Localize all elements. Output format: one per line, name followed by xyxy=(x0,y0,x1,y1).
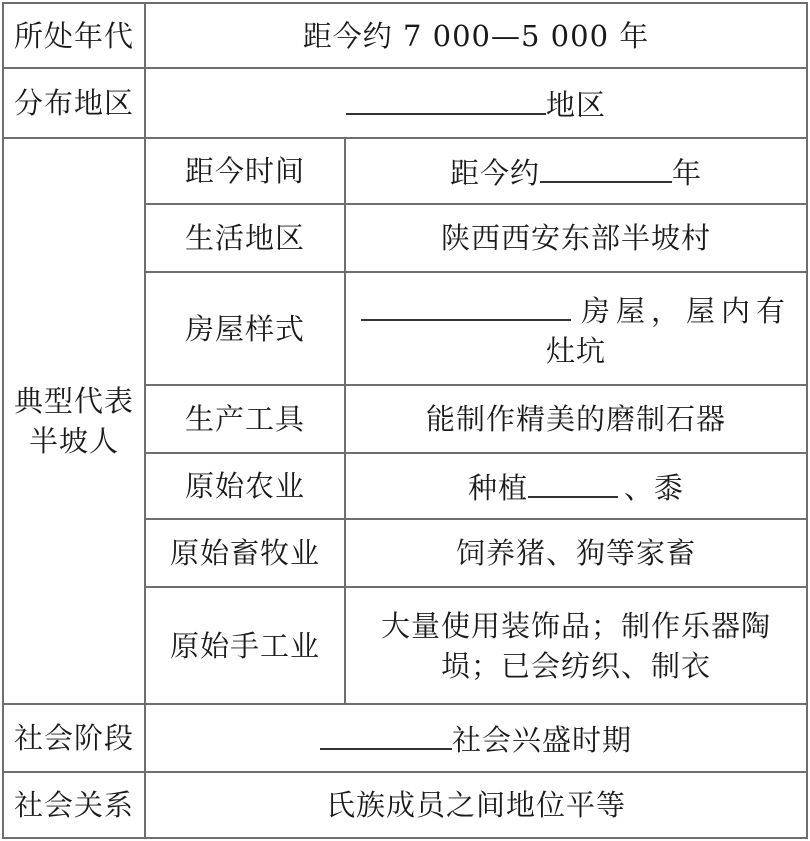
region-label: 分布地区 xyxy=(3,68,145,138)
stage-cell xyxy=(145,704,807,772)
tools-value: 能制作精美的磨制石器 xyxy=(345,385,807,453)
time-cell xyxy=(345,138,807,204)
time-answer-blank[interactable] xyxy=(540,149,672,183)
agriculture-prefix: 种植 xyxy=(467,471,528,505)
house-cell xyxy=(345,272,807,385)
row-era xyxy=(3,3,807,68)
time-prefix: 距今约 xyxy=(449,156,540,190)
region-cell xyxy=(145,68,807,138)
row-relations xyxy=(3,772,807,838)
stage-label: 社会阶段 xyxy=(3,704,145,772)
row-region xyxy=(3,68,807,138)
typical-representative-label xyxy=(3,138,145,704)
area-value: 陕西西安东部半坡村 xyxy=(345,204,807,272)
time-label: 距今时间 xyxy=(145,138,345,204)
typical-label-line1: 典型代表 xyxy=(13,384,134,418)
typical-label-line2: 半坡人 xyxy=(28,424,119,458)
husbandry-label: 原始畜牧业 xyxy=(145,519,345,587)
house-label: 房屋样式 xyxy=(145,272,345,385)
handicraft-line2: 埙；已会纺织、制衣 xyxy=(441,648,712,683)
handicraft-line1: 大量使用装饰品；制作乐器陶 xyxy=(381,608,772,643)
row-stage xyxy=(3,704,807,772)
agriculture-cell xyxy=(345,453,807,519)
crop-answer-blank[interactable] xyxy=(528,464,618,498)
stage-suffix: 社会兴盛时期 xyxy=(452,723,633,757)
era-label: 所处年代 xyxy=(3,3,145,68)
house-text-line2: 灶坑 xyxy=(546,333,607,368)
agriculture-label: 原始农业 xyxy=(145,453,345,519)
handicraft-label: 原始手工业 xyxy=(145,587,345,704)
time-suffix: 年 xyxy=(672,156,703,190)
region-suffix: 地区 xyxy=(546,88,607,122)
husbandry-value: 饲养猪、狗等家畜 xyxy=(345,519,807,587)
area-label: 生活地区 xyxy=(145,204,345,272)
house-answer-blank[interactable] xyxy=(361,287,571,321)
banpo-summary-table xyxy=(2,2,808,839)
agriculture-suffix: 、黍 xyxy=(624,471,685,505)
tools-label: 生产工具 xyxy=(145,385,345,453)
stage-answer-blank[interactable] xyxy=(320,716,452,750)
row-time xyxy=(3,138,807,204)
relations-value: 氏族成员之间地位平等 xyxy=(145,772,807,838)
relations-label: 社会关系 xyxy=(3,772,145,838)
house-text: 房屋，屋内有 xyxy=(581,293,792,328)
handicraft-cell xyxy=(345,587,807,704)
region-answer-blank[interactable] xyxy=(346,81,546,115)
era-value: 距今约 7 000—5 000 年 xyxy=(145,3,807,68)
